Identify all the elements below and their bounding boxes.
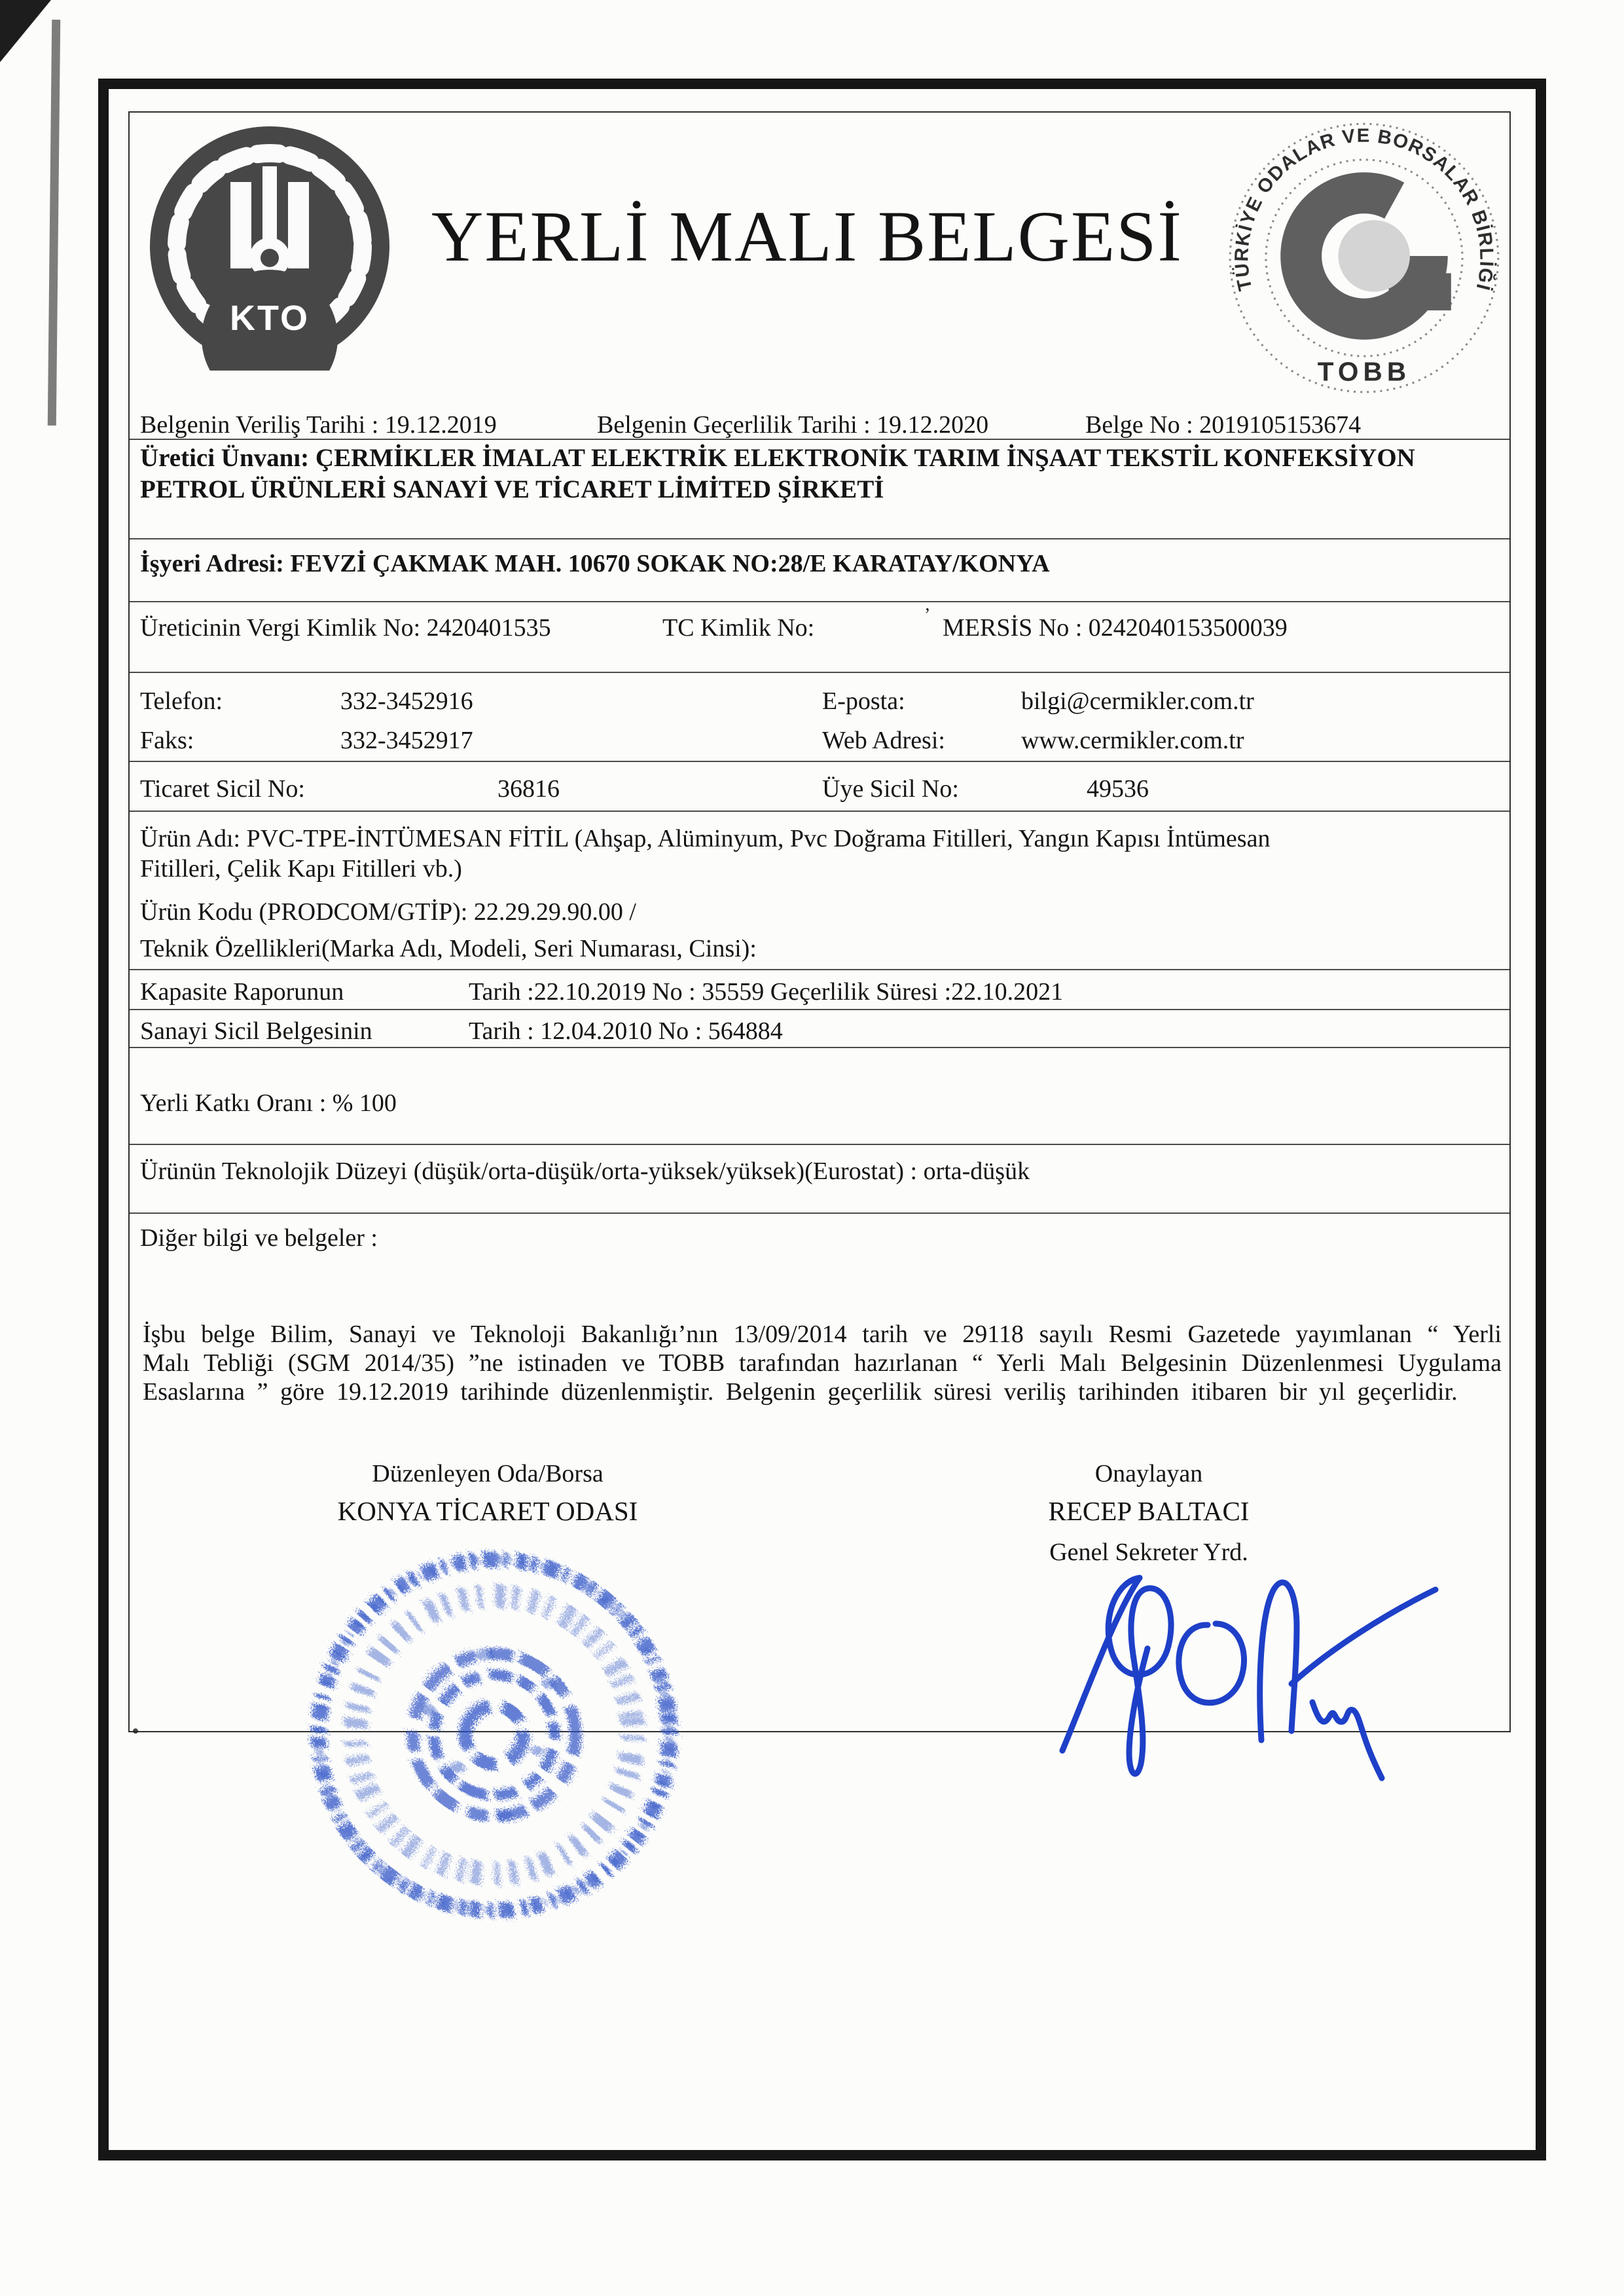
certificate-title: YERLİ MALI BELGESİ [431,196,1183,276]
scan-tick-mark: ’ [924,605,931,625]
industry-registry-detail: Tarih : 12.04.2010 No : 564884 [469,1017,783,1045]
trade-registry-label: Ticaret Sicil No: [140,775,305,803]
technical-specs-field: Teknik Özellikleri(Marka Adı, Modeli, Seri Numarası, Cinsi): [140,935,757,962]
approver-role: Genel Sekreter Yrd. [1049,1539,1248,1566]
product-name-line2: Fitilleri, Çelik Kapı Fitilleri vb.) [140,855,462,883]
workplace-address-field: İşyeri Adresi: FEVZİ ÇAKMAK MAH. 10670 SOKAK NO:28/E KARATAY/KONYA [140,550,1050,577]
industry-registry-label: Sanayi Sicil Belgesinin [140,1017,372,1045]
legal-statement: İşbu belge Bilim, Sanayi ve Teknoloji Bakanlığı’nın 13/09/2014 tarih ve 29118 sayılı Resmi Gazetede yayımlanan “ Yerli Malı Tebliği (SGM 2014/35) ”ne istinaden ve TOBB tarafından hazırlanan “ Yerli Malı Belgesinin Düzenlenmesi Uygulama Esaslarına ” göre 19.12.2019 tarihinde düzenlenmiştir. Belgenin geçerlilik süresi veriliş tarihinden itibaren bir yıl geçerlidir. [143,1321,1502,1406]
phone-label: Telefon: [140,687,223,715]
mersis-id-field: MERSİS No : 0242040153500039 [943,614,1288,642]
scan-speck [133,1728,138,1734]
divider-line [129,761,1510,762]
local-content-ratio-field: Yerli Katkı Oranı : % 100 [140,1089,397,1117]
document-number-field: Belge No : 2019105153674 [1085,411,1362,439]
chamber-stamp [276,1516,713,1954]
issue-date-field: Belgenin Veriliş Tarihi : 19.12.2019 [140,411,497,439]
divider-line [129,811,1510,812]
product-code-field: Ürün Kodu (PRODCOM/GTİP): 22.29.29.90.00 / [140,898,636,926]
tobb-name-text: TOBB [1317,356,1411,387]
fax-label: Faks: [140,727,194,754]
email-label: E-posta: [822,687,905,715]
divider-line [129,1009,1510,1010]
tobb-logo [1221,115,1507,401]
producer-name-line1: Üretici Ünvanı: ÇERMİKLER İMALAT ELEKTRİK ELEKTRONİK TARIM İNŞAAT TEKSTİL KONFEKSİYON [140,444,1415,472]
kto-chamber-logo [145,122,394,371]
approver-signature [1011,1520,1443,1782]
tax-id-field: Üreticinin Vergi Kimlik No: 2420401535 [140,614,551,642]
divider-line [129,672,1510,673]
divider-line [129,969,1510,970]
validity-date-field: Belgenin Geçerlilik Tarihi : 19.12.2020 [597,411,989,439]
divider-line [129,538,1510,539]
tobb-ring-text: TÜRKİYE ODALAR VE BORSALAR BİRLİĞİ [1231,124,1498,293]
tc-id-label: TC Kimlik No: [662,614,815,642]
member-registry-label: Üye Sicil No: [822,775,959,803]
trade-registry-value: 36816 [497,775,560,803]
scan-streak-artifact [48,20,60,426]
capacity-report-label: Kapasite Raporunun [140,978,344,1006]
divider-line [129,601,1510,602]
kto-monogram-text: KTO [229,299,310,338]
capacity-report-detail: Tarih :22.10.2019 No : 35559 Geçerlilik Süresi :22.10.2021 [469,978,1064,1006]
divider-line [129,1047,1510,1048]
approver-title: Onaylayan [1094,1460,1203,1487]
phone-value: 332-3452916 [340,687,473,715]
issuing-chamber-name: KONYA TİCARET ODASI [337,1496,638,1526]
email-value: bilgi@cermikler.com.tr [1021,687,1254,715]
web-value: www.cermikler.com.tr [1021,727,1244,754]
producer-name-line2: PETROL ÜRÜNLERİ SANAYİ VE TİCARET LİMİTED ŞİRKETİ [140,475,884,503]
technology-level-field: Ürünün Teknolojik Düzeyi (düşük/orta-düşük/orta-yüksek/yüksek)(Eurostat) : orta-düşük [140,1157,1030,1185]
scan-corner-artifact [0,0,51,62]
approver-name: RECEP BALTACI [1048,1496,1250,1526]
issuing-chamber-title: Düzenleyen Oda/Borsa [372,1460,604,1487]
web-label: Web Adresi: [822,727,945,754]
other-documents-field: Diğer bilgi ve belgeler : [140,1224,378,1252]
divider-line [129,1144,1510,1145]
divider-line [129,1212,1510,1214]
product-name-line1: Ürün Adı: PVC-TPE-İNTÜMESAN FİTİL (Ahşap, Alüminyum, Pvc Doğrama Fitilleri, Yangın Kapısı İntümesan [140,825,1271,852]
fax-value: 332-3452917 [340,727,473,754]
member-registry-value: 49536 [1087,775,1149,803]
